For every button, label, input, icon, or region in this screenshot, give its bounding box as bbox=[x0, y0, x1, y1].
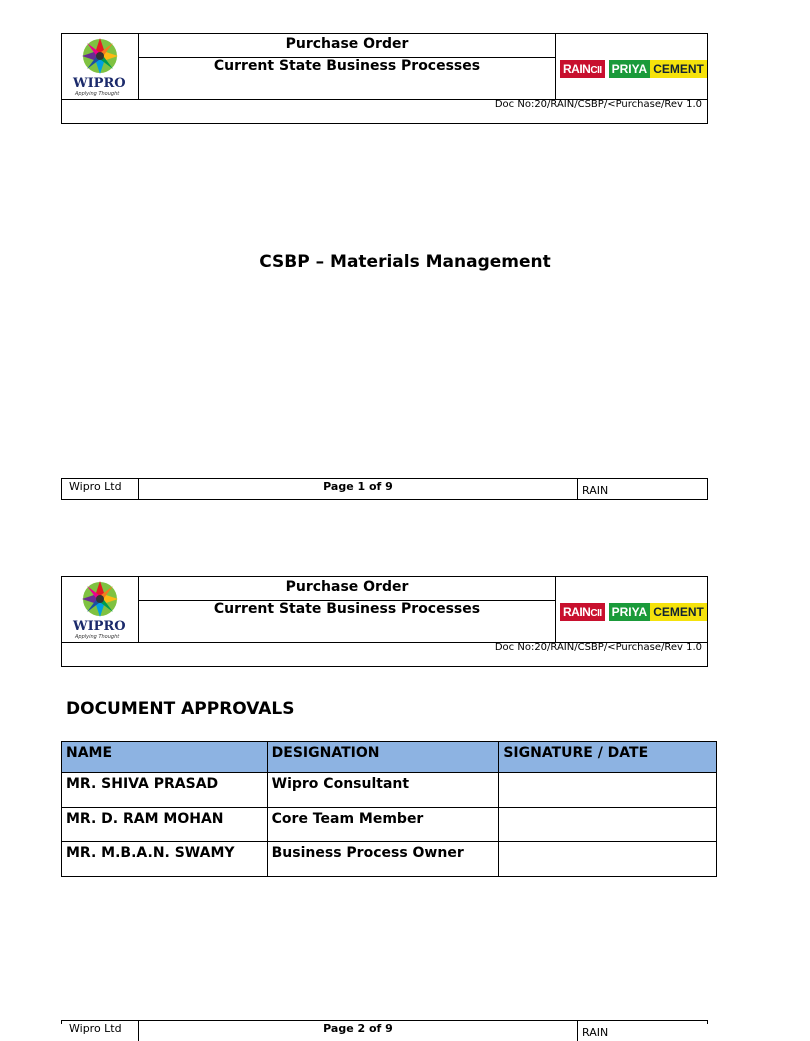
cell-designation: Core Team Member bbox=[267, 808, 499, 842]
header-subtitle: Current State Business Processes bbox=[213, 58, 481, 74]
footer-client: RAIN bbox=[582, 1026, 609, 1039]
header-title: Purchase Order bbox=[285, 36, 409, 52]
table-row bbox=[62, 773, 717, 808]
cell-signature bbox=[499, 808, 717, 842]
footer-page-number: Page 1 of 9 bbox=[139, 479, 578, 499]
priya-logo: PRIYA bbox=[609, 603, 651, 621]
cement-logo: CEMENT bbox=[650, 603, 707, 621]
doc-number: Doc No:20/RAIN/CSBP/<Purchase/Rev 1.0 bbox=[494, 99, 702, 110]
page-header bbox=[61, 33, 708, 123]
footer-page-number: Page 2 of 9 bbox=[139, 1021, 578, 1041]
cement-logo: CEMENT bbox=[650, 60, 707, 78]
wipro-logo-text: WIPRO bbox=[73, 619, 126, 634]
document-title: CSBP – Materials Management bbox=[259, 252, 551, 272]
page-footer bbox=[61, 478, 708, 500]
priya-logo: PRIYA bbox=[609, 60, 651, 78]
wipro-logo bbox=[63, 35, 137, 99]
footer-client: RAIN bbox=[582, 484, 609, 497]
cell-name: MR. D. RAM MOHAN bbox=[62, 808, 268, 842]
header-subtitle: Current State Business Processes bbox=[213, 601, 481, 617]
doc-number: Doc No:20/RAIN/CSBP/<Purchase/Rev 1.0 bbox=[494, 642, 702, 653]
footer-company: Wipro Ltd bbox=[62, 1021, 139, 1041]
cell-signature bbox=[499, 773, 717, 808]
client-logo bbox=[560, 603, 707, 621]
wipro-logo bbox=[63, 578, 137, 642]
column-header-name: NAME bbox=[62, 742, 268, 773]
column-header-designation: DESIGNATION bbox=[267, 742, 499, 773]
cell-designation: Wipro Consultant bbox=[267, 773, 499, 808]
client-logo bbox=[560, 60, 707, 78]
header-title: Purchase Order bbox=[285, 579, 409, 595]
table-row bbox=[62, 808, 717, 842]
column-header-signature: SIGNATURE / DATE bbox=[499, 742, 717, 773]
rain-cii-logo: RAINCII bbox=[560, 60, 605, 78]
table-row bbox=[62, 842, 717, 877]
cell-designation: Business Process Owner bbox=[267, 842, 499, 877]
footer-company: Wipro Ltd bbox=[62, 479, 139, 499]
cell-name: MR. M.B.A.N. SWAMY bbox=[62, 842, 268, 877]
rain-cii-logo: RAINCII bbox=[560, 603, 605, 621]
wipro-logo-text: WIPRO bbox=[73, 76, 126, 91]
cell-name: MR. SHIVA PRASAD bbox=[62, 773, 268, 808]
page-footer-2 bbox=[61, 1020, 708, 1039]
wipro-tagline: Applying Thought bbox=[75, 91, 120, 97]
approvals-table bbox=[61, 741, 717, 877]
cell-signature bbox=[499, 842, 717, 877]
table-header-row bbox=[62, 742, 717, 773]
page-header-2 bbox=[61, 576, 708, 666]
section-heading-approvals: DOCUMENT APPROVALS bbox=[66, 699, 295, 719]
wipro-tagline: Applying Thought bbox=[75, 634, 120, 640]
